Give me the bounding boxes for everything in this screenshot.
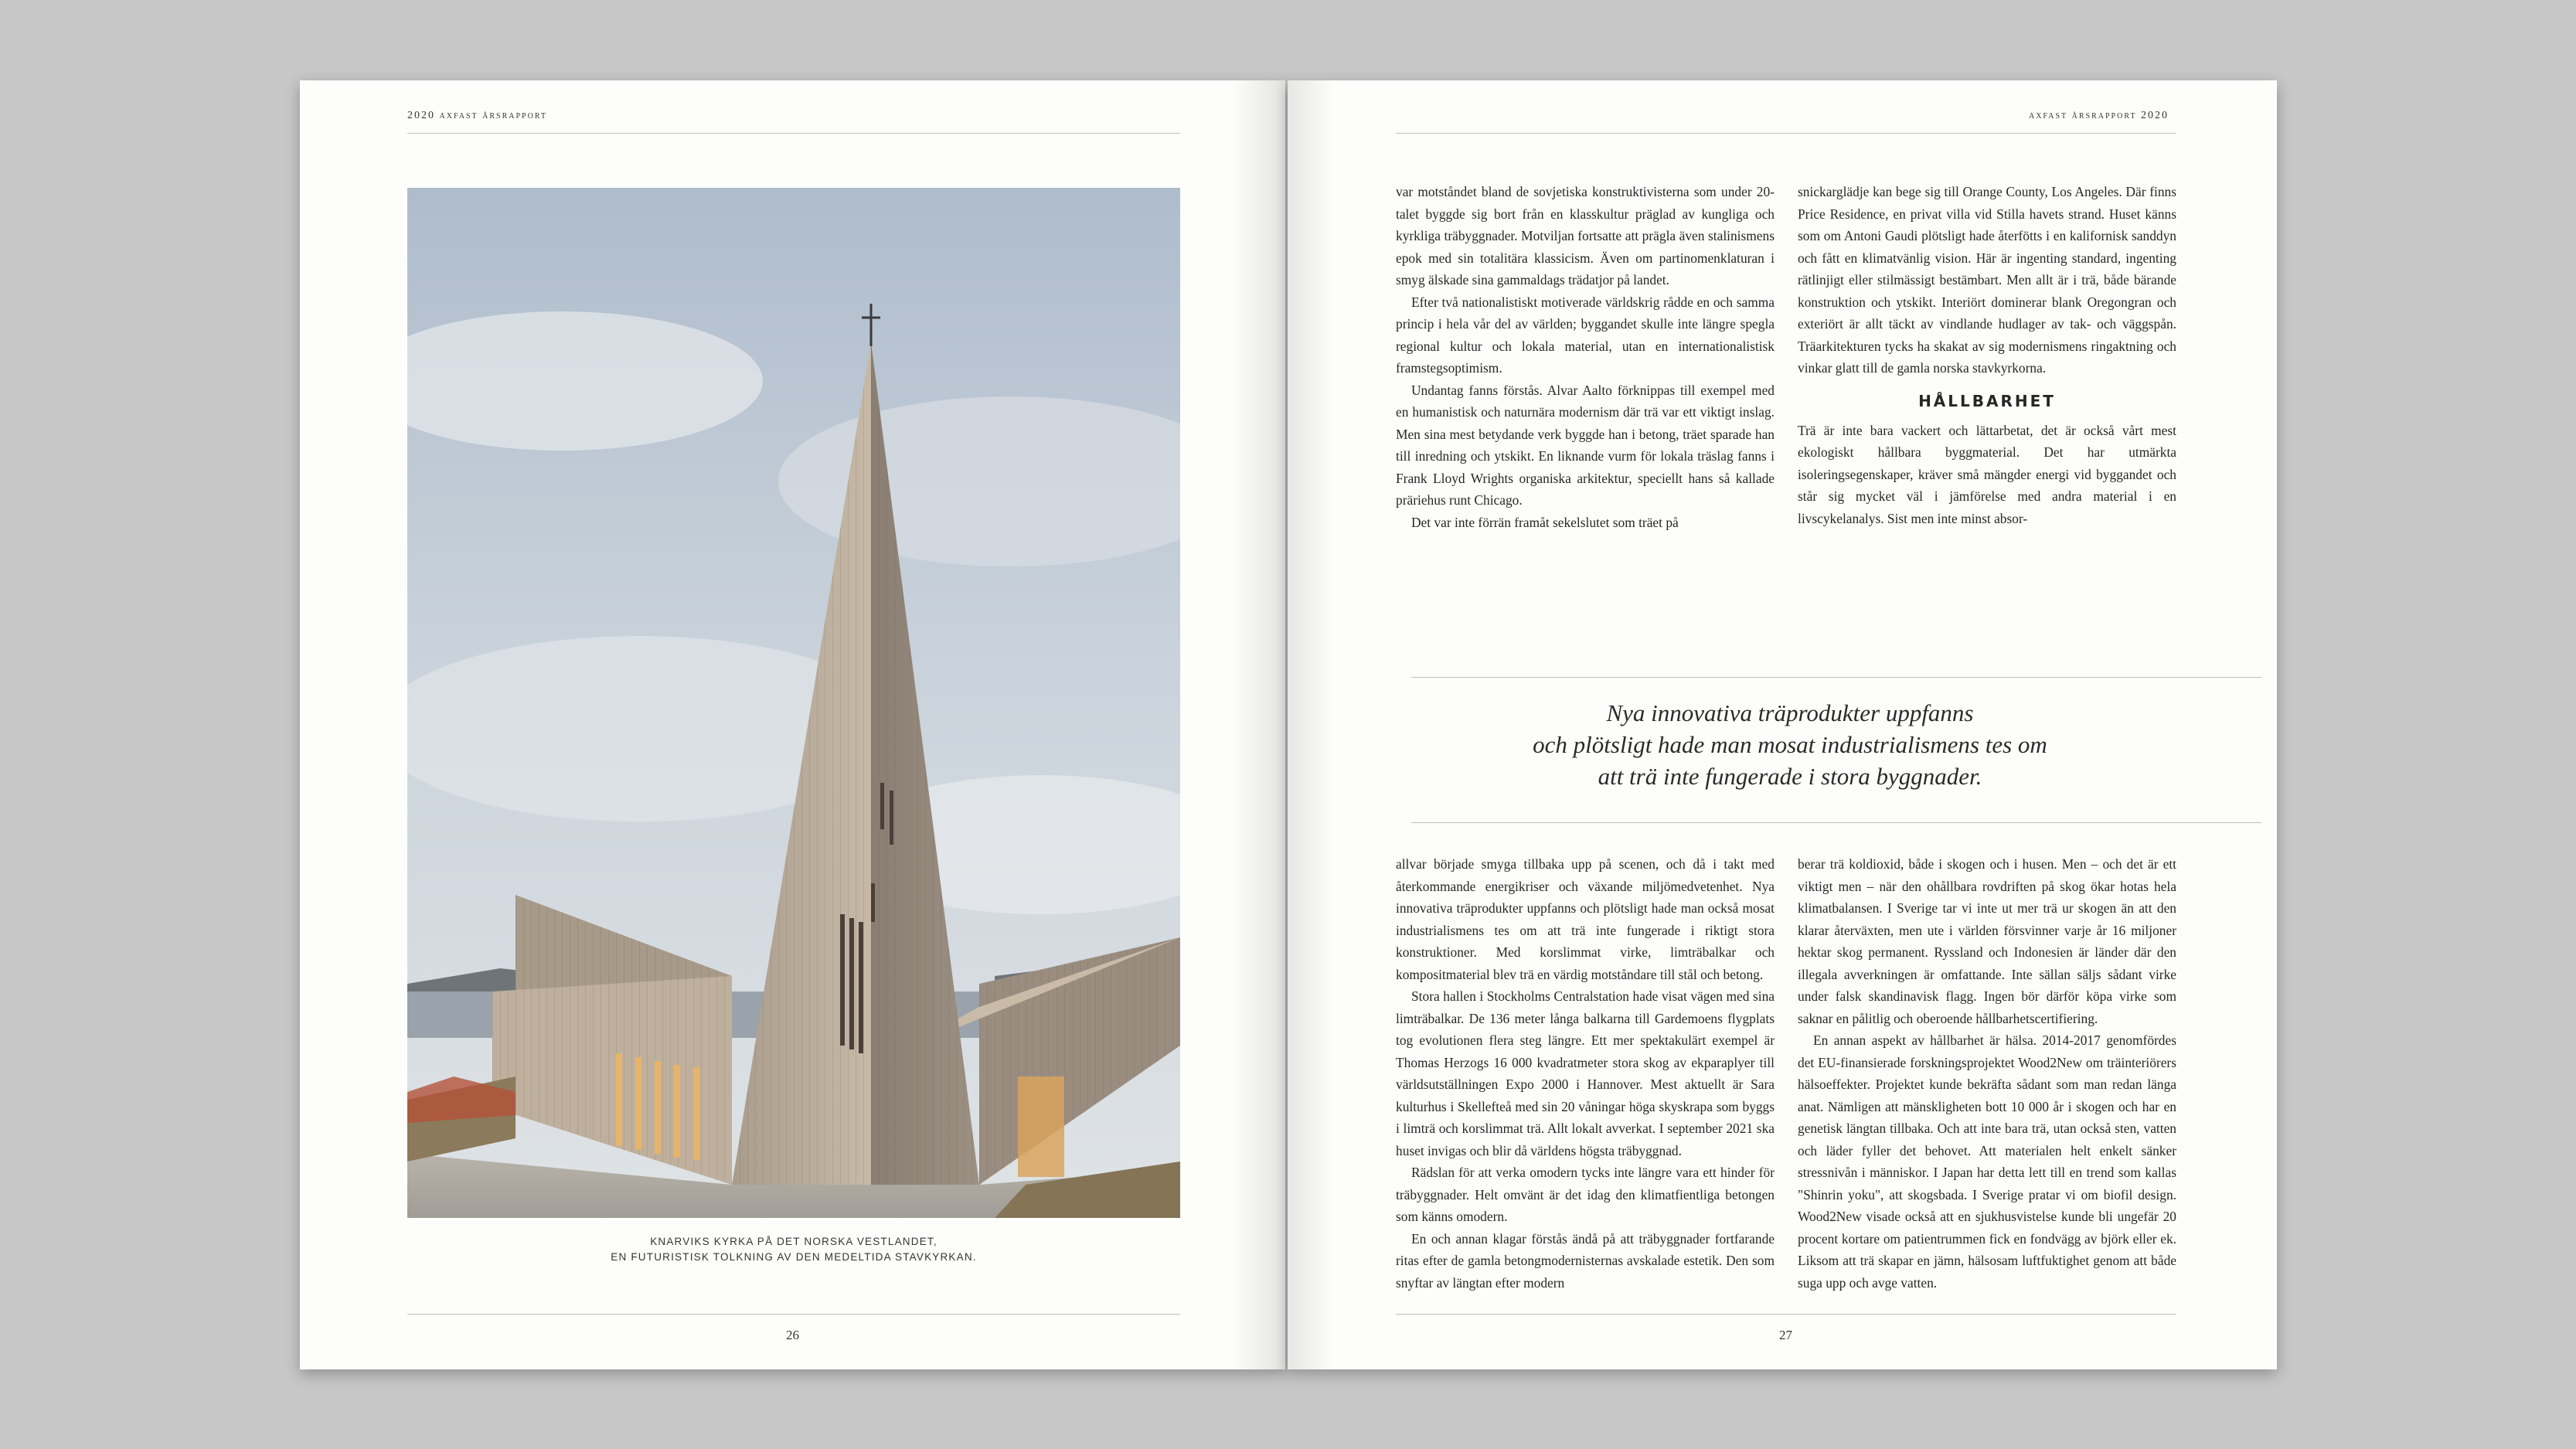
running-head: 2020 axfast årsrapport [407,110,548,121]
section-heading: HÅLLBARHET [1918,391,2056,410]
left-page [300,80,1285,1369]
paragraph: En och annan klagar förstås ändå på att träbyggnader fortfarande ritas efter de gamla betongmodernisternas avskalade estetik. Den som snyftar av längtan efter modern [1396,1230,1775,1291]
paragraph: En annan aspekt av hållbarhet är hälsa. 2014-2017 genomfördes det EU-finansierade forskningsprojektet Wood2New om träinteriörers hälsoeffekter. Projektet kunde bekräfta sådant som man redan länga anat. Nämligen att mänskligheten bott 10 000 år i skogen och har en genetisk längtan tillbaka. Och att inte bara trä, utan också sten, vatten och läder fyller det behovet. Att materialen helt enkelt sänker stressnivån i människor. I Japan har detta lett till en trend som kallas "Shinrin yoku", att skogsbada. I Sverige pratar vi om biofil design. Wood2New visade också att en sjukhusvistelse kunde bli ungefär 20 procent kortare om patientrummen fick en fondvägg av björk eller ek. Liksom att trä skapar en jämn, hälsosam luftfuktighet genom att både suga upp och avge vatten. [1798,1032,2176,1291]
pullquote-rule-bottom [1411,822,2261,823]
paragraph: allvar började smyga tillbaka upp på scenen, och då i takt med återkommande energikriser och växande miljömedvetenhet. Nya innovativa träprodukter uppfanns och plötsligt hade man också mosat industrialismens tes om att trä inte fungerade i riktigt stora konstruktioner. Med korslimmat virke, limträbalkar och kompositmaterial blev trä en värdig motståndare till stål och betong. [1396,856,1775,982]
paragraph: Undantag fanns förstås. Alvar Aalto förknippas till exempel med en humanistisk och naturnära modernism där trä var ett viktigt inslag. Men sina mest betydande verk byggde han i betong, träet sparade han till inredning och ytskikt. En liknande vurm för lokala träslag fanns i Frank Lloyd Wrights organiska arkitektur, speciellt hans så kallade präriehus runt Chicago. [1396,382,1775,508]
pull-quote [1411,697,2169,792]
pull-quote-line: att trä inte fungerade i stora byggnader. [1598,763,1982,790]
photo-caption [407,1234,1180,1265]
running-head: axfast årsrapport 2020 [2028,110,2169,121]
paragraph: var motståndet bland de sovjetiska konstruktivisterna som under 20-talet byggde sig bort från en klasskultur präglad av kungliga och kyrkliga träbyggnader. Motviljan fortsatte att prägla även stalinismens epok med sin totalitära klassicism. Även om partinomenklaturan i smyg älskade sina gammaldags trädatjor på landet. [1396,184,1775,287]
church-photo [407,188,1180,1218]
footer-rule [1396,1314,2176,1315]
header-rule [407,133,1180,134]
paragraph: Stora hallen i Stockholms Centralstation hade visat vägen med sina limträbalkar. De 136 meter långa balkarna till Gardemoens flygplats tog evolutionen flera steg längre. Ett mer spektakulärt exempel är Thomas Herzogs 16 000 kvadratmeter stora skog av ekparaplyer till världsutställningen Expo 2000 i Hannover. Mest aktuellt är Sara kulturhus i Skellefteå med sin 20 våningar höga skyskrapa som byggs i limträ och korslimmat trä. Allt lokalt avverkat. I september 2021 ska huset invigas och blir då världens högsta träbyggnad. [1396,988,1775,1158]
paragraph: snickarglädje kan bege sig till Orange County, Los Angeles. Där finns Price Residence, en privat villa vid Stilla havets strand. Huset känns som om Antoni Gaudi plötsligt hade återfötts i en kalifornisk sanddyn och fått en klimatvänlig vision. Här är ingenting standard, ingenting rätlinjigt eller stilmässigt bestämbart. Men allt är i trä, både bärande konstruktion och ytskikt. Interiört dominerar blank Oregongran och exteriört är allt täckt av vindlande hudlager av tak- och väggspån. Träarkitekturen tycks ha skakat av sig modernismens ringaktning och vinkar glatt till de gamla norska stavkyrkorna. [1798,184,2176,376]
pull-quote-line: och plötsligt hade man mosat industrialismens tes om [1533,731,2047,758]
footer-rule [407,1314,1180,1315]
header-rule [1396,133,2176,134]
paragraph: Rädslan för att verka omodern tycks inte längre vara ett hinder för träbyggnader. Helt omvänt är det idag den klimatfientliga betongen som känns omodern. [1396,1165,1775,1224]
text-column-bottom-left [1396,853,1775,1317]
text-column-top-left [1396,181,1775,660]
page-number: 27 [1779,1328,1792,1342]
paragraph: Det var inte förrän framåt sekelslutet som träet på [1411,514,1679,530]
page-number: 26 [786,1328,799,1342]
pullquote-rule-top [1411,677,2261,678]
caption-line: EN FUTURISTISK TOLKNING AV DEN MEDELTIDA STAVKYRKAN. [611,1251,977,1263]
text-column-top-right [1798,181,2176,660]
right-page [1288,80,2277,1369]
pull-quote-line: Nya innovativa träprodukter uppfanns [1606,699,1974,726]
paragraph: Trä är inte bara vackert och lättarbetat, det är också vårt mest ekologiskt hållbara byggmaterial. Det har utmärkta isoleringsegenskaper, kräver små mängder energi vid byggandet och står sig mycket väl i jämförelse med andra material i en livscykelanalys. Sist men inte minst absor- [1798,422,2176,526]
paragraph: berar trä koldioxid, både i skogen och i husen. Men – och det är ett viktigt men – när den ohållbara rovdriften på skog ökar hotas hela klimatbalansen. I Sverige tar vi inte ut mer trä ur skogen än att den klarar återväxten, men ute i världen försvinner varje år 16 miljoner hektar skog permanent. Ryssland och Indonesien är länder där den illegala avverkningen är omfattande. Inte sällan säljs sådant virke under falsk skandinavisk flagg. Ingen bör därför köpa virke som saknar en pålitlig och oberoende hållbarhetscertifiering. [1798,856,2176,1026]
paragraph: Efter två nationalistiskt motiverade världskrig rådde en och samma princip i hela vår del av världen; byggandet skulle inte längre spegla regional kultur och lokala material, utan en internationalistisk framstegsoptimism. [1396,294,1775,376]
caption-line: KNARVIKS KYRKA PÅ DET NORSKA VESTLANDET, [650,1236,938,1247]
text-column-bottom-right [1798,853,2176,1317]
gutter-shadow [1288,80,1334,1369]
gutter-shadow [1231,80,1285,1369]
